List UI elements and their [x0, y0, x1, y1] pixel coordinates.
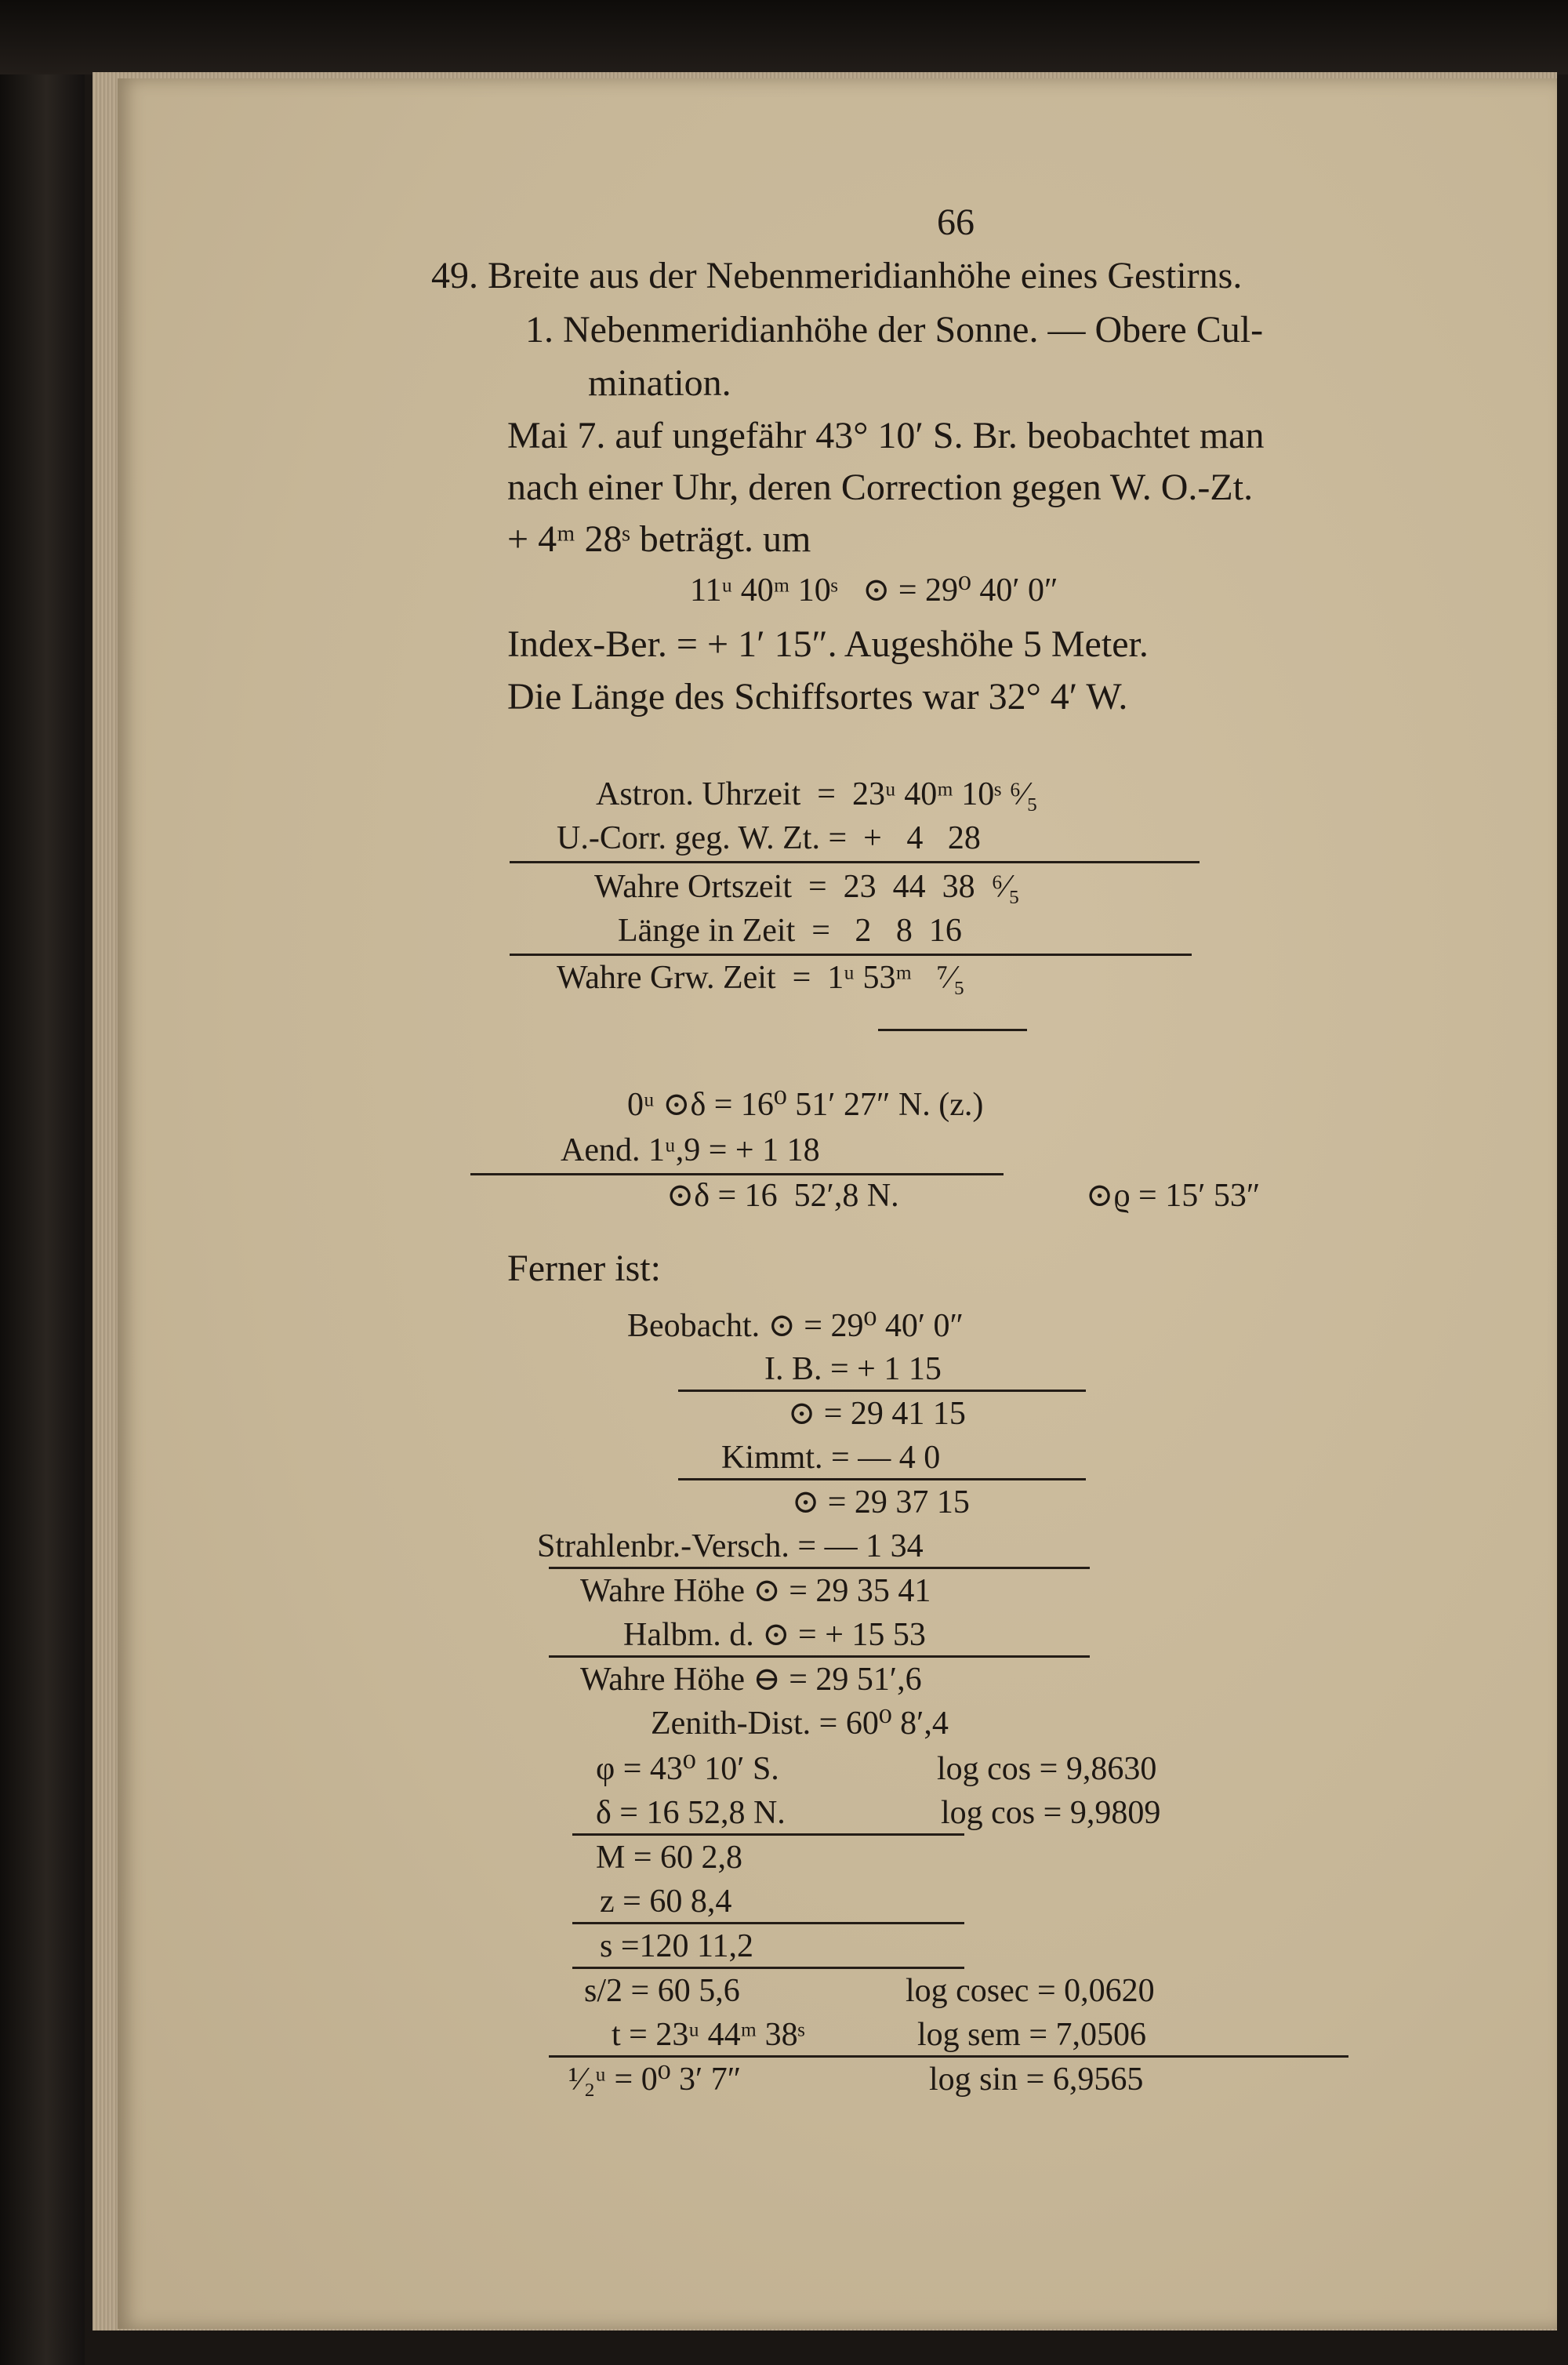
book-page	[118, 78, 1557, 2329]
altitude-row: ⊙ = 29 37 15	[792, 1484, 970, 1520]
calc-row: Länge in Zeit = 2 8 16	[618, 913, 962, 949]
subsection-title: 1. Nebenmeridianhöhe der Sonne. — Obere Cul-	[525, 309, 1264, 351]
final-row: s =120 11,2	[600, 1928, 753, 1964]
calc-row: Wahre Ortszeit = 23 44 38 ⁶⁄₅	[594, 869, 1020, 905]
altitude-row: Strahlenbr.-Versch. = — 1 34	[537, 1528, 924, 1564]
log-row: log cosec = 0,0620	[906, 1973, 1155, 2009]
final-row: t = 23ᵘ 44ᵐ 38ˢ	[612, 2017, 805, 2053]
calc-row: U.-Corr. geg. W. Zt. = + 4 28	[557, 820, 981, 856]
final-row: δ = 16 52,8 N.	[596, 1795, 786, 1831]
book-binding	[0, 0, 85, 2365]
altitude-row: Wahre Höhe ⊙ = 29 35 41	[580, 1573, 931, 1609]
calc-row: Wahre Grw. Zeit = 1ᵘ 53ᵐ ⁷⁄₅	[557, 960, 965, 996]
decl-row: 0ᵘ ⊙δ = 16⁰ 51′ 27″ N. (z.)	[627, 1087, 984, 1123]
section-title: 49. Breite aus der Nebenmeridianhöhe eines Gestirns.	[431, 255, 1243, 296]
final-row: φ = 43⁰ 10′ S.	[596, 1751, 779, 1787]
altitude-row: Zenith-Dist. = 60⁰ 8′,4	[651, 1706, 949, 1742]
longitude-line: Die Länge des Schiffsortes war 32° 4′ W.	[507, 676, 1128, 717]
log-row: log sin = 6,9565	[929, 2062, 1144, 2098]
log-row: log cos = 9,9809	[941, 1795, 1161, 1831]
subsection-title-cont: mination.	[588, 362, 731, 404]
sum-rule	[549, 1567, 1090, 1569]
sum-rule	[510, 861, 1200, 863]
log-row: log cos = 9,8630	[937, 1751, 1157, 1787]
paragraph-line: nach einer Uhr, deren Correction gegen W. O.-Zt.	[507, 467, 1254, 508]
log-row: log sem = 7,0506	[917, 2017, 1147, 2053]
altitude-row: Wahre Höhe ⊖ = 29 51′,6	[580, 1662, 922, 1698]
sum-rule	[510, 954, 1192, 956]
sum-rule	[549, 2055, 1348, 2058]
sum-rule	[678, 1390, 1086, 1392]
final-row: M = 60 2,8	[596, 1840, 743, 1876]
altitude-row: Kimmt. = — 4 0	[721, 1440, 941, 1476]
calc-row: Astron. Uhrzeit = 23ᵘ 40ᵐ 10ˢ ⁶⁄₅	[596, 776, 1038, 812]
index-line: Index-Ber. = + 1′ 15″. Augeshöhe 5 Meter.	[507, 623, 1149, 665]
decl-row: Aend. 1ᵘ,9 = + 1 18	[561, 1132, 820, 1168]
sum-rule	[549, 1655, 1090, 1658]
paragraph-line: Mai 7. auf ungefähr 43° 10′ S. Br. beobachtet man	[507, 415, 1265, 456]
sum-rule	[572, 1833, 964, 1836]
sum-rule	[678, 1478, 1086, 1480]
final-row: ¹⁄₂ᵘ = 0⁰ 3′ 7″	[568, 2062, 742, 2098]
observation-line: 11ᵘ 40ᵐ 10ˢ ⊙ = 29⁰ 40′ 0″	[690, 572, 1058, 609]
book-binding-top	[0, 0, 1568, 74]
decl-row: ⊙δ = 16 52′,8 N.	[666, 1178, 899, 1214]
separator-rule	[878, 1029, 1027, 1031]
altitude-row: Beobacht. ⊙ = 29⁰ 40′ 0″	[627, 1308, 964, 1344]
sum-rule	[572, 1922, 964, 1924]
page-number: 66	[937, 202, 975, 243]
sum-rule	[470, 1173, 1004, 1175]
semidiameter-value: ⊙ϱ = 15′ 53″	[1086, 1178, 1261, 1214]
paragraph-line: + 4ᵐ 28ˢ beträgt. um	[507, 518, 811, 560]
altitude-row: ⊙ = 29 41 15	[788, 1396, 966, 1432]
final-row: s/2 = 60 5,6	[584, 1973, 740, 2009]
final-row: z = 60 8,4	[600, 1884, 732, 1920]
altitude-row: Halbm. d. ⊙ = + 15 53	[623, 1617, 926, 1653]
altitude-row: I. B. = + 1 15	[764, 1351, 942, 1387]
ferner-label: Ferner ist:	[507, 1248, 661, 1289]
sum-rule	[572, 1967, 964, 1969]
